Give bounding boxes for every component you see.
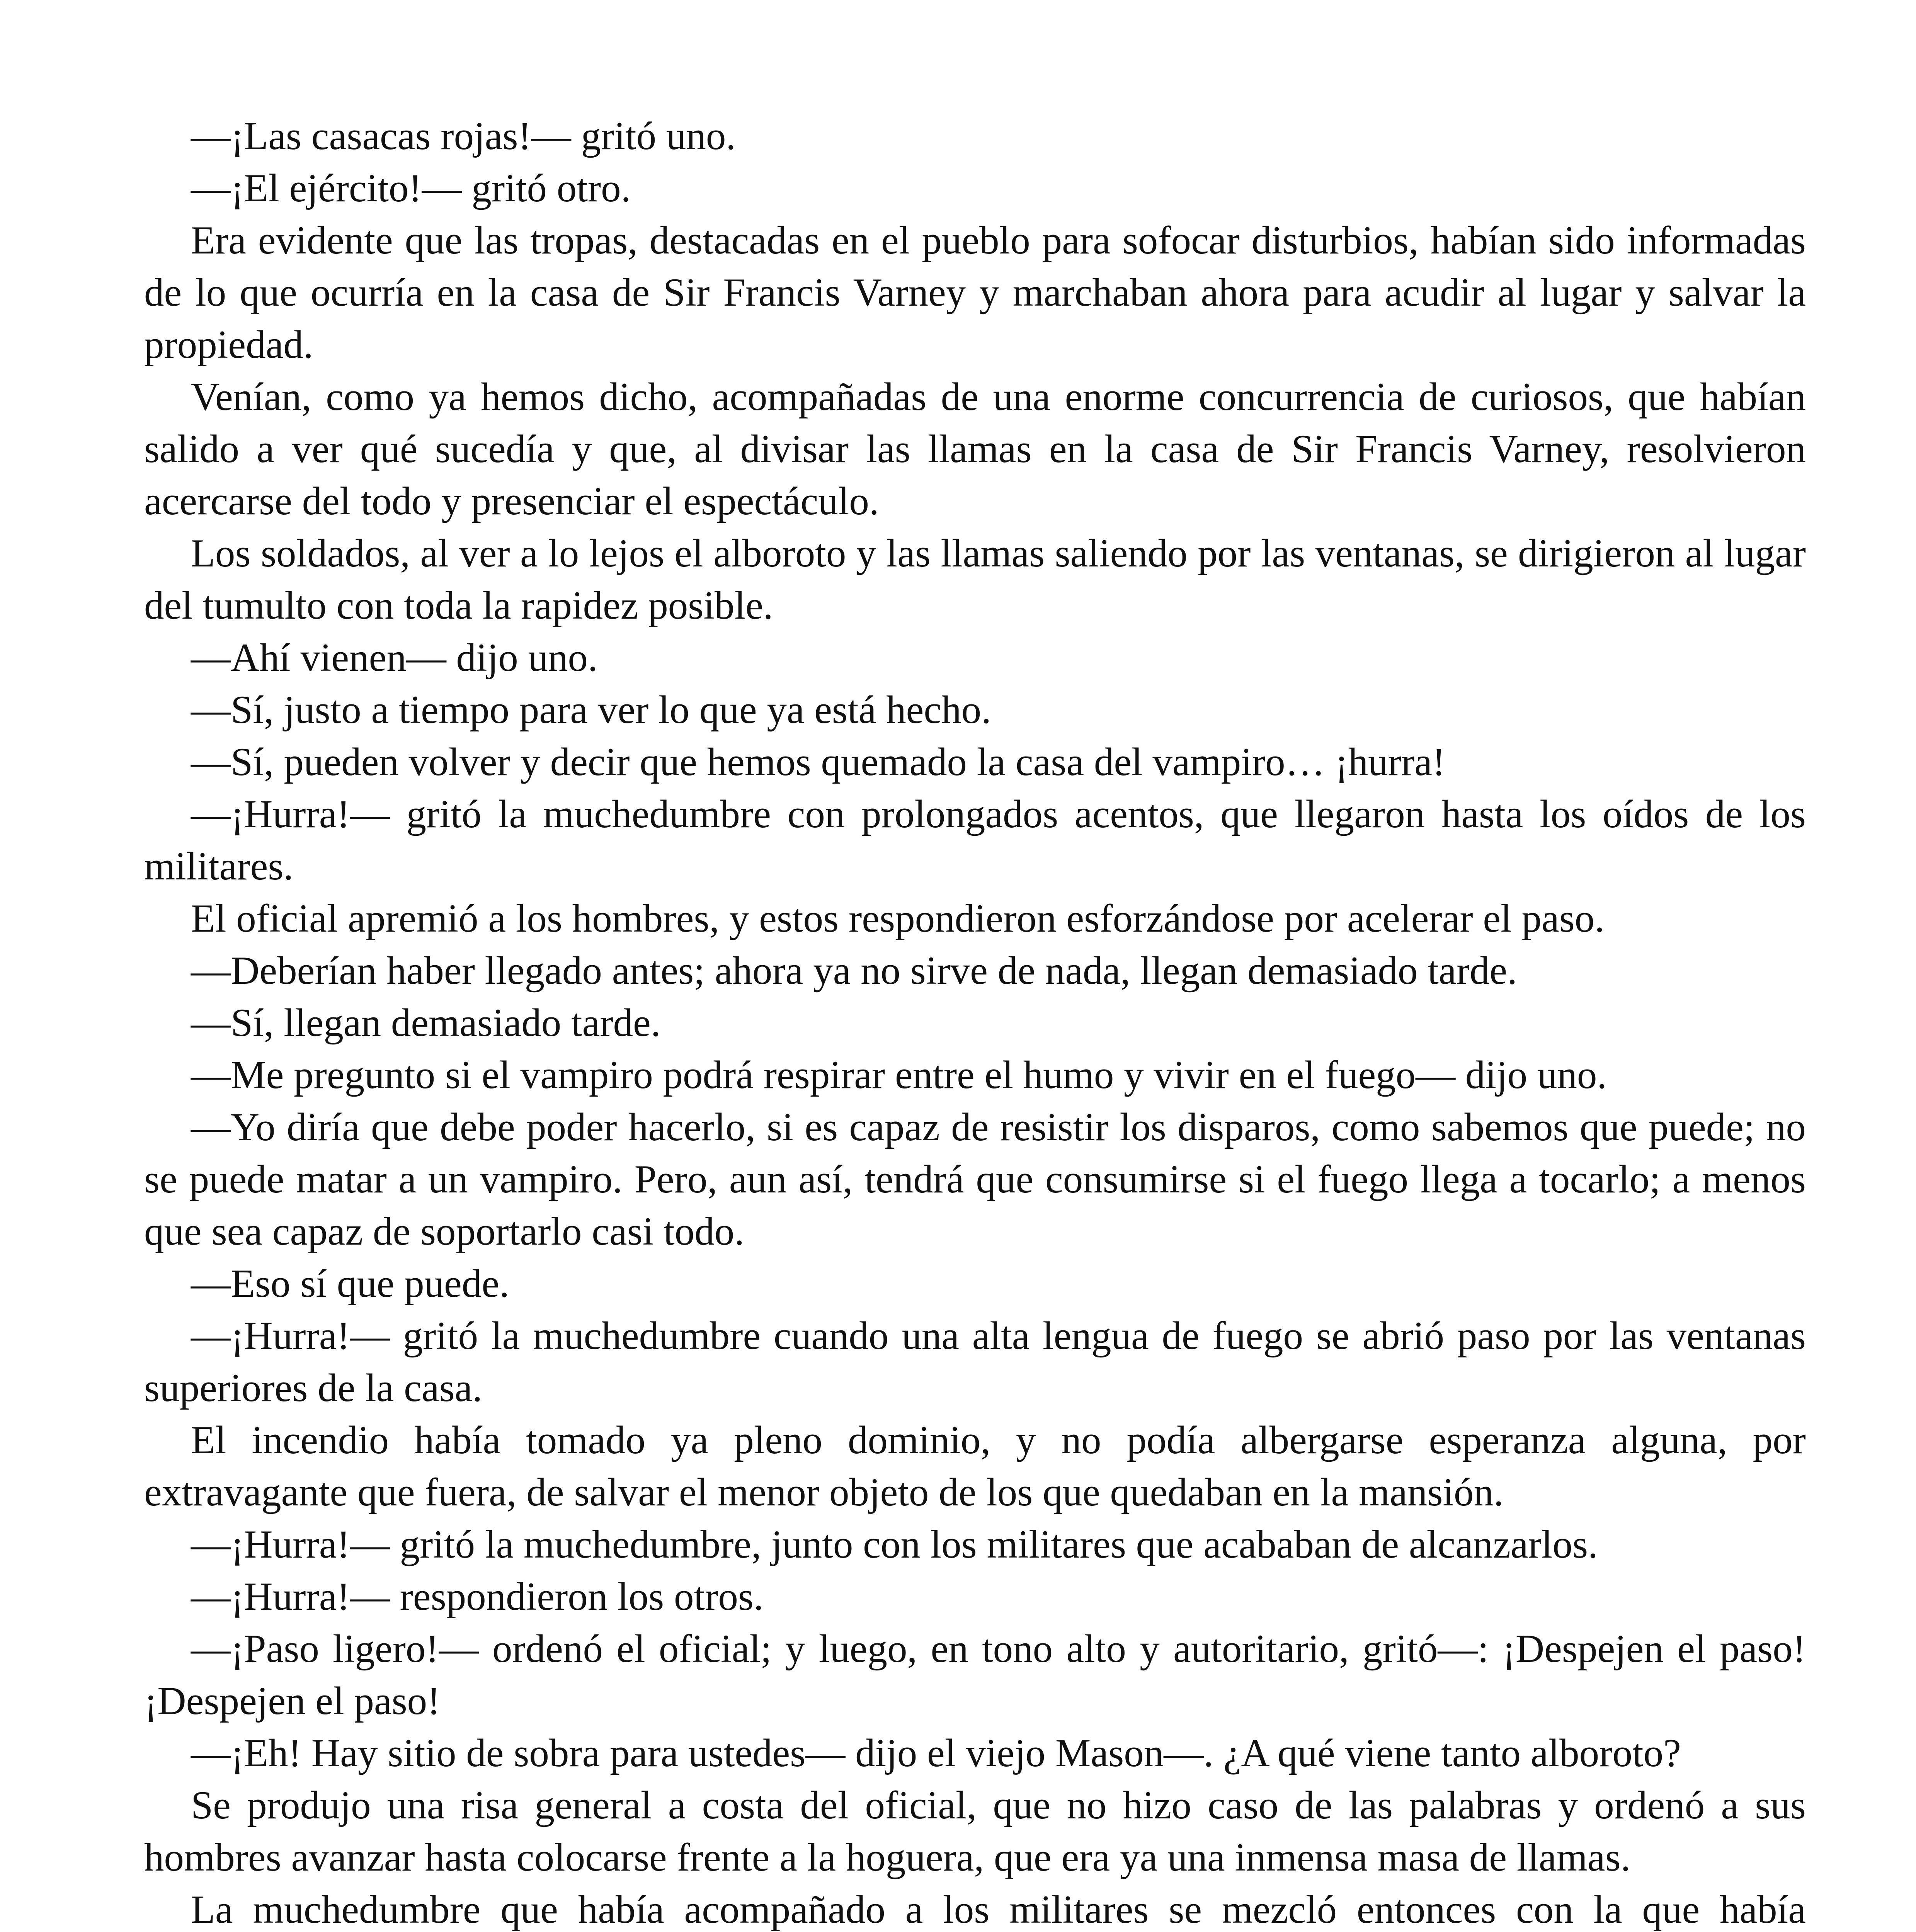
paragraph: —Eso sí que puede.	[191, 1262, 509, 1306]
paragraph: La muchedumbre que había acompañado a los militares se mezcló entonces con la que había	[191, 1888, 1806, 1932]
paragraph: El incendio había tomado ya pleno dominio, y no podía albergarse esperanza alguna, por extravagante que fuera, de salvar el menor objeto de los que quedaban en la mansión.	[144, 1418, 1806, 1514]
paragraph: —Me pregunto si el vampiro podrá respirar entre el humo y vivir en el fuego— dijo uno.	[191, 1053, 1607, 1097]
paragraph: —Sí, pueden volver y decir que hemos quemado la casa del vampiro… ¡hurra!	[191, 740, 1446, 784]
paragraph: —¡Las casacas rojas!— gritó uno.	[191, 114, 736, 158]
paragraph: Los soldados, al ver a lo lejos el alboroto y las llamas saliendo por las ventanas, se dirigieron al lugar del tumulto con toda la rapidez posible.	[144, 531, 1806, 628]
paragraph: —Deberían haber llegado antes; ahora ya no sirve de nada, llegan demasiado tarde.	[191, 949, 1517, 993]
paragraph: —¡Hurra!— gritó la muchedumbre, junto con los militares que acababan de alcanzarlos.	[191, 1522, 1598, 1566]
paragraph: —Sí, justo a tiempo para ver lo que ya está hecho.	[191, 688, 991, 732]
paragraph: —¡Hurra!— gritó la muchedumbre cuando una alta lengua de fuego se abrió paso por las ventanas superiores de la casa.	[144, 1314, 1806, 1410]
paragraph: Se produjo una risa general a costa del oficial, que no hizo caso de las palabras y ordenó a sus hombres avanzar hasta colocarse frente a la hoguera, que era ya una inmensa masa de llamas.	[144, 1783, 1806, 1879]
paragraph: Venían, como ya hemos dicho, acompañadas de una enorme concurrencia de curiosos, que habían salido a ver qué sucedía y que, al divisar las llamas en la casa de Sir Francis Varney, resolvieron acercarse del todo y presenciar el espectáculo.	[144, 375, 1806, 523]
paragraph: —Sí, llegan demasiado tarde.	[191, 1001, 661, 1045]
paragraph: El oficial apremió a los hombres, y estos respondieron esforzándose por acelerar el paso.	[191, 896, 1605, 940]
body-text	[144, 110, 1806, 1932]
paragraph: —¡Hurra!— gritó la muchedumbre con prolongados acentos, que llegaron hasta los oídos de los militares.	[144, 792, 1806, 888]
paragraph: —¡El ejército!— gritó otro.	[191, 166, 631, 210]
paragraph: Era evidente que las tropas, destacadas en el pueblo para sofocar disturbios, habían sido informadas de lo que ocurría en la casa de Sir Francis Varney y marchaban ahora para acudir al lugar y salvar la propiedad.	[144, 218, 1806, 367]
paragraph: —Ahí vienen— dijo uno.	[191, 636, 598, 680]
paragraph: —¡Eh! Hay sitio de sobra para ustedes— dijo el viejo Mason—. ¿A qué viene tanto alboroto?	[191, 1731, 1681, 1775]
paragraph: —¡Paso ligero!— ordenó el oficial; y luego, en tono alto y autoritario, gritó—: ¡Despejen el paso! ¡Despejen el paso!	[144, 1627, 1806, 1723]
paragraph: —Yo diría que debe poder hacerlo, si es capaz de resistir los disparos, como sabemos que puede; no se puede matar a un vampiro. Pero, aun así, tendrá que consumirse si el fuego llega a tocarlo; a menos que sea capaz de soportarlo casi todo.	[144, 1105, 1806, 1253]
paragraph: —¡Hurra!— respondieron los otros.	[191, 1575, 764, 1619]
